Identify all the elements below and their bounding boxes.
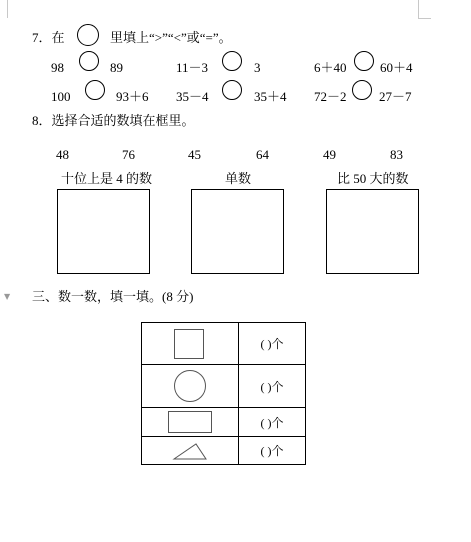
rectangle-icon: [168, 411, 212, 433]
q8-number: 45: [188, 147, 201, 162]
table-row: [142, 437, 306, 465]
collapse-marker-icon[interactable]: ▼: [4, 292, 11, 301]
q7-r1-c-right: 60＋4: [380, 60, 413, 75]
shape-cell: [142, 365, 239, 408]
answer-cell[interactable]: ( )个: [239, 323, 306, 365]
q8-number: 48: [56, 147, 69, 162]
q8-box-label: 单数: [225, 171, 252, 186]
q8-number: 64: [256, 147, 269, 162]
q7-r2-b-right: 35＋4: [254, 89, 287, 104]
q8-box-label: 比 50 大的数: [337, 171, 409, 186]
square-icon: [174, 329, 204, 359]
q7-r2-b-left: 35－4: [176, 89, 209, 104]
q8-number: 83: [390, 147, 403, 162]
page-corner-mark-left: [0, 0, 8, 18]
q7-r2-a-right: 93＋6: [116, 89, 149, 104]
section3-title: 三、数一数，填一填。(8 分): [32, 289, 194, 304]
q7-r2-c-blank[interactable]: [352, 80, 372, 100]
q8-number: 76: [122, 147, 135, 162]
q8-box-label: 十位上是 4 的数: [61, 171, 153, 186]
q7-r1-b-right: 3: [254, 60, 261, 75]
q7-r1-c-blank[interactable]: [354, 51, 374, 71]
q7-r2-a-blank[interactable]: [85, 80, 105, 100]
q8-answer-box-greater-50[interactable]: [326, 189, 419, 274]
q8-answer-box-odd[interactable]: [191, 189, 284, 274]
q7-r1-a-left: 98: [51, 60, 64, 75]
q7-r1-b-blank[interactable]: [222, 51, 242, 71]
answer-cell[interactable]: ( )个: [239, 408, 306, 437]
answer-cell[interactable]: ( )个: [239, 437, 306, 465]
q7-r2-c-right: 27－7: [379, 89, 412, 104]
shape-cell: [142, 437, 239, 465]
q8-number: 49: [323, 147, 336, 162]
q7-prefix: 7．在: [32, 30, 65, 45]
q7-example-circle: [77, 24, 99, 46]
circle-icon: [174, 370, 206, 402]
shape-cell: [142, 408, 239, 437]
q7-r1-a-blank[interactable]: [79, 51, 99, 71]
page-corner-mark-right: [418, 0, 431, 19]
table-row: [142, 365, 306, 408]
q7-r1-a-right: 89: [110, 60, 123, 75]
shape-cell: [142, 323, 239, 365]
triangle-icon: [172, 440, 210, 462]
q7-instruction: 里填上“>”“<”或“=”。: [110, 30, 232, 45]
table-row: [142, 408, 306, 437]
q8-title: 8．选择合适的数填在框里。: [32, 113, 195, 128]
table-row: [142, 323, 306, 365]
q7-r2-b-blank[interactable]: [222, 80, 242, 100]
q7-r1-c-left: 6＋40: [314, 60, 347, 75]
q8-answer-box-tens-4[interactable]: [57, 189, 150, 274]
answer-cell[interactable]: ( )个: [239, 365, 306, 408]
q7-r2-c-left: 72－2: [314, 89, 347, 104]
q7-r2-a-left: 100: [51, 89, 71, 104]
count-table: [141, 322, 306, 465]
q7-r1-b-left: 11－3: [176, 60, 209, 75]
